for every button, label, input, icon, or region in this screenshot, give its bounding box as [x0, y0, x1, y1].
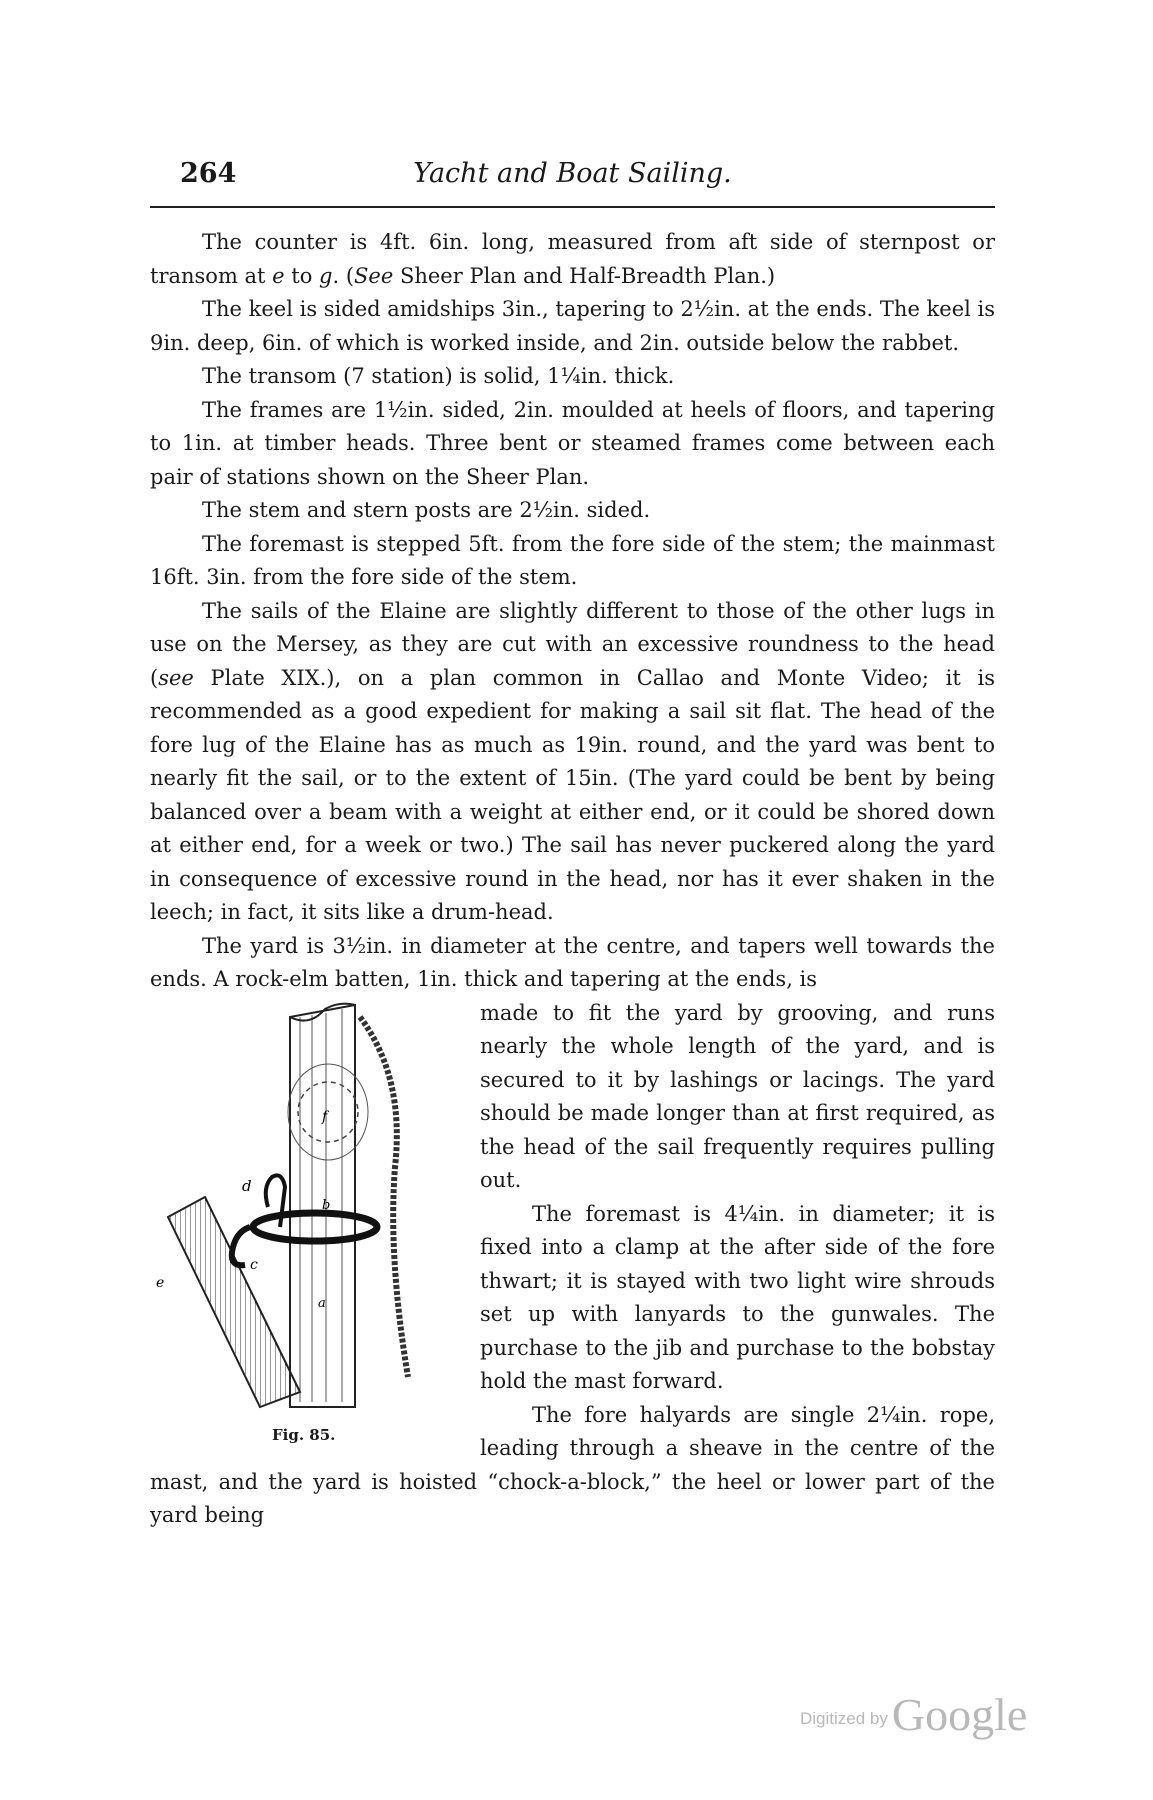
paragraph: made to fit the yard by grooving, and runs nearly the whole length of the yard, and is secured to it by lashings or lacings. The yard should be made longer than at first required, as the head of the sail frequently requires pulling out.	[480, 1000, 995, 1192]
figure-85	[150, 997, 468, 1452]
label-f: f	[322, 1108, 328, 1125]
figure-caption: Fig. 85.	[272, 1425, 336, 1444]
mast-clamp-illustration	[150, 997, 468, 1417]
paragraph: The fore halyards are single 2¼in. rope, leading through a sheave in the centre of the mast, and the yard is hoisted “chock-a-block,” the heel or lower part of the yard being	[150, 1402, 995, 1527]
paragraph: The frames are 1½in. sided, 2in. moulded at heels of floors, and tapering to 1in. at timber heads. Three bent or steamed frames come between each pair of stations shown on the Sheer Plan.	[150, 397, 995, 489]
label-b: b	[322, 1197, 331, 1213]
label-d: d	[242, 1176, 252, 1195]
paragraph: The keel is sided amidships 3in., tapering to 2½in. at the ends. The keel is 9in. deep, 6in. of which is worked inside, and 2in. outside below the rabbet.	[150, 297, 996, 355]
header-rule	[150, 206, 995, 208]
watermark-prefix: Digitized by	[800, 1709, 888, 1728]
body-text	[150, 226, 995, 1533]
page-number: 264	[180, 158, 237, 189]
label-a: a	[318, 1295, 326, 1311]
paragraph: The foremast is stepped 5ft. from the fore side of the stem; the mainmast 16ft. 3in. from the fore side of the stem.	[150, 531, 995, 589]
running-title: Yacht and Boat Sailing.	[413, 158, 732, 189]
running-header	[150, 158, 995, 198]
digitized-watermark	[800, 1688, 1027, 1741]
paragraph: The stem and stern posts are 2½in. sided.	[202, 498, 651, 522]
google-logo: Google	[891, 1689, 1028, 1740]
paragraph: The yard is 3½in. in diameter at the centre, and tapers well towards the ends. A rock-elm batten, 1in. thick and tapering at the ends, is	[150, 933, 995, 991]
label-e: e	[156, 1274, 165, 1291]
paragraph: The counter is 4ft. 6in. long, measured from aft side of sternpost or transom at e to g. (See Sheer Plan and Half-Breadth Plan.)	[150, 230, 995, 288]
paragraph: The transom (7 station) is solid, 1¼in. thick.	[202, 364, 675, 388]
paragraph: The foremast is 4¼in. in diameter; it is fixed into a clamp at the after side of the fore thwart; it is stayed with two light wire shrouds set up with lanyards to the gunwales. The purchase to the jib and purchase to the bobstay hold the mast forward.	[480, 1201, 995, 1393]
label-c: c	[250, 1256, 258, 1273]
paragraph: The sails of the Elaine are slightly different to those of the other lugs in use on the Mersey, as they are cut with an excessive roundness to the head (see Plate XIX.), on a plan common in Callao and Monte Video; it is recommended as a good expedient for making a sail sit flat. The head of the fore lug of the Elaine has as much as 19in. round, and the yard was bent to nearly fit the sail, or to the extent of 15in. (The yard could be bent by being balanced over a beam with a weight at either end, or it could be shored down at either end, for a week or two.) The sail has never puckered along the yard in consequence of excessive round in the head, nor has it ever shaken in the leech; in fact, it sits like a drum-head.	[150, 598, 995, 924]
